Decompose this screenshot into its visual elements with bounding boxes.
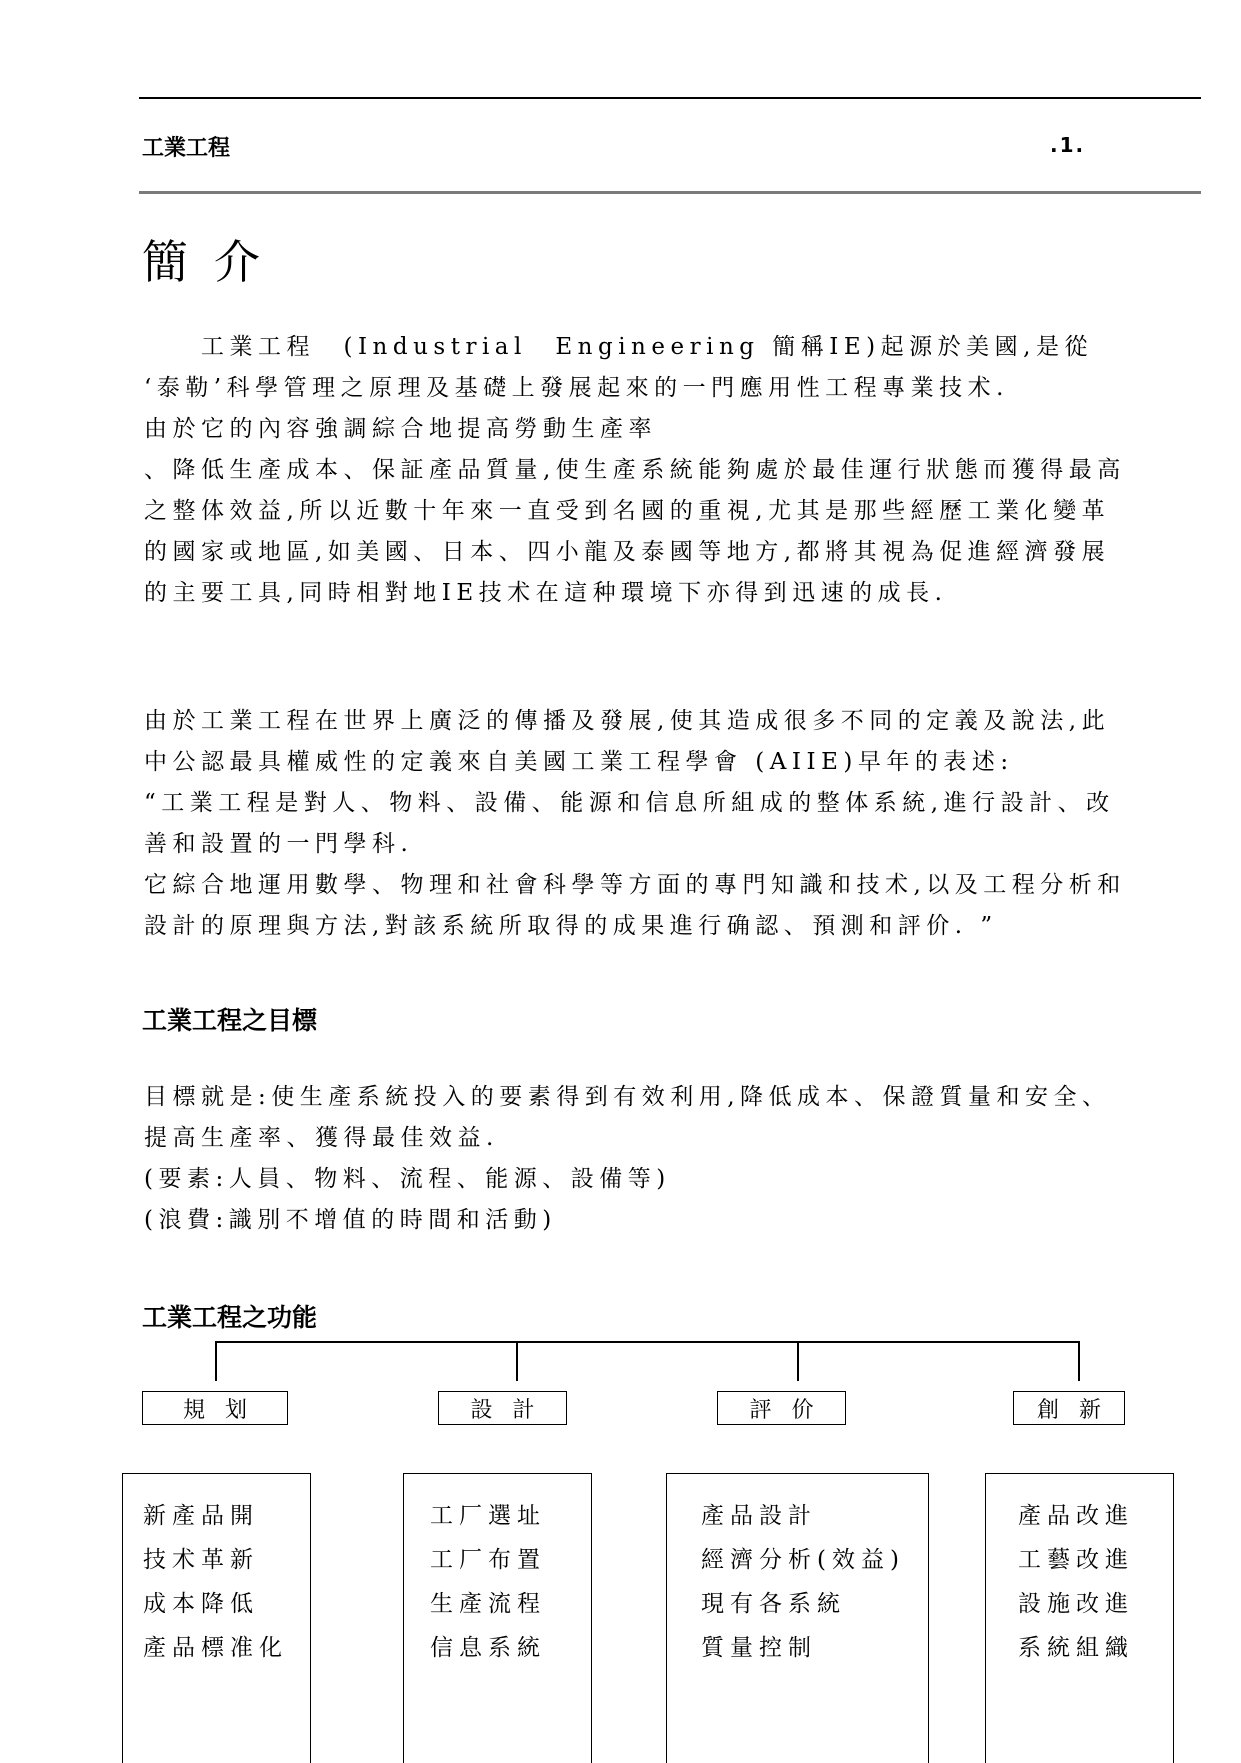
definition-line: 它綜合地運用數學、物理和社會科學等方面的專門知識和技术,以及工程分析和 [144,872,1126,898]
header-top-rule [139,97,1201,99]
definition-line: 中公認最具權威性的定義來自美國工業工程學會 (AIIE)早年的表述: [144,749,1014,775]
intro-line: 的國家或地區,如美國、日本、四小龍及泰國等地方,都將其視為促進經濟發展 [144,539,1111,565]
design-items-box [403,1473,592,1763]
intro-line: 之整体效益,所以近數十年來一直受到名國的重視,尤其是那些經歷工業化變革 [144,498,1111,524]
list-item: 經濟分析(效益) [701,1547,905,1573]
tree-connector-vertical [797,1341,799,1381]
list-item: 生產流程 [430,1591,546,1617]
intro-line: 由於它的內容強調綜合地提高勞動生產率 [144,416,657,442]
intro-line: 、降低生產成本、保証產品質量,使生產系統能夠處於最佳運行狀態而獲得最高 [144,457,1126,483]
tree-connector-horizontal [215,1341,1079,1343]
list-item: 產品改進 [1018,1503,1134,1529]
goals-line: 提高生產率、獲得最佳效益. [144,1125,499,1151]
definition-line: 設計的原理與方法,對該系統所取得的成果進行确認、預測和評价. ” [144,913,998,939]
tree-connector-vertical [1078,1341,1080,1381]
functions-heading: 工業工程之功能 [142,1303,318,1332]
category-evaluate-box: 評价 [717,1391,846,1425]
innovate-items-box [985,1473,1174,1763]
goals-line: 目標就是:使生產系統投入的要素得到有效利用,降低成本、保證質量和安全、 [144,1084,1111,1110]
header-bottom-rule [139,191,1201,194]
page-number: .1. [1050,133,1086,157]
goals-line: (浪費:識別不增值的時間和活動) [144,1207,557,1233]
goals-line: (要素:人員、物料、流程、能源、設備等) [144,1166,671,1192]
list-item: 現有各系統 [701,1591,846,1617]
definition-line: 善和設置的一門學科. [144,831,414,857]
category-innovate-box: 創新 [1013,1391,1125,1425]
list-item: 產品標准化 [143,1635,288,1661]
evaluate-items-box [666,1473,929,1763]
page-title: 簡介 [142,235,286,289]
list-item: 成本降低 [143,1591,259,1617]
category-plan-box: 規划 [142,1391,288,1425]
list-item: 質量控制 [701,1635,817,1661]
intro-paragraph [144,327,1204,614]
list-item: 產品設計 [701,1503,817,1529]
list-item: 信息系統 [430,1635,546,1661]
goals-heading: 工業工程之目標 [142,1006,318,1035]
list-item: 工厂布置 [430,1547,546,1573]
intro-line: 工業工程 (Industrial Engineering 簡稱IE)起源於美國,是從 [144,334,1093,360]
intro-line: ‘泰勒’科學管理之原理及基礎上發展起來的一門應用性工程專業技术. [144,375,1009,401]
definition-paragraph [144,701,1204,947]
tree-connector-vertical [516,1341,518,1381]
list-item: 技术革新 [143,1547,259,1573]
list-item: 系統組織 [1018,1635,1134,1661]
list-item: 設施改進 [1018,1591,1134,1617]
list-item: 新產品開 [143,1503,259,1529]
definition-line: 由於工業工程在世界上廣泛的傳播及發展,使其造成很多不同的定義及說法,此 [144,708,1111,734]
list-item: 工厂選址 [430,1503,546,1529]
category-design-box: 設計 [438,1391,567,1425]
tree-connector-vertical [215,1341,217,1381]
list-item: 工藝改進 [1018,1547,1134,1573]
header-title: 工業工程 [142,136,231,161]
plan-items-box [122,1473,311,1763]
definition-line: “工業工程是對人、物料、設備、能源和信息所組成的整体系統,進行設計、改 [144,790,1115,816]
intro-line: 的主要工具,同時相對地IE技术在這种環境下亦得到迅速的成長. [144,580,948,606]
goals-paragraph [144,1077,1204,1241]
